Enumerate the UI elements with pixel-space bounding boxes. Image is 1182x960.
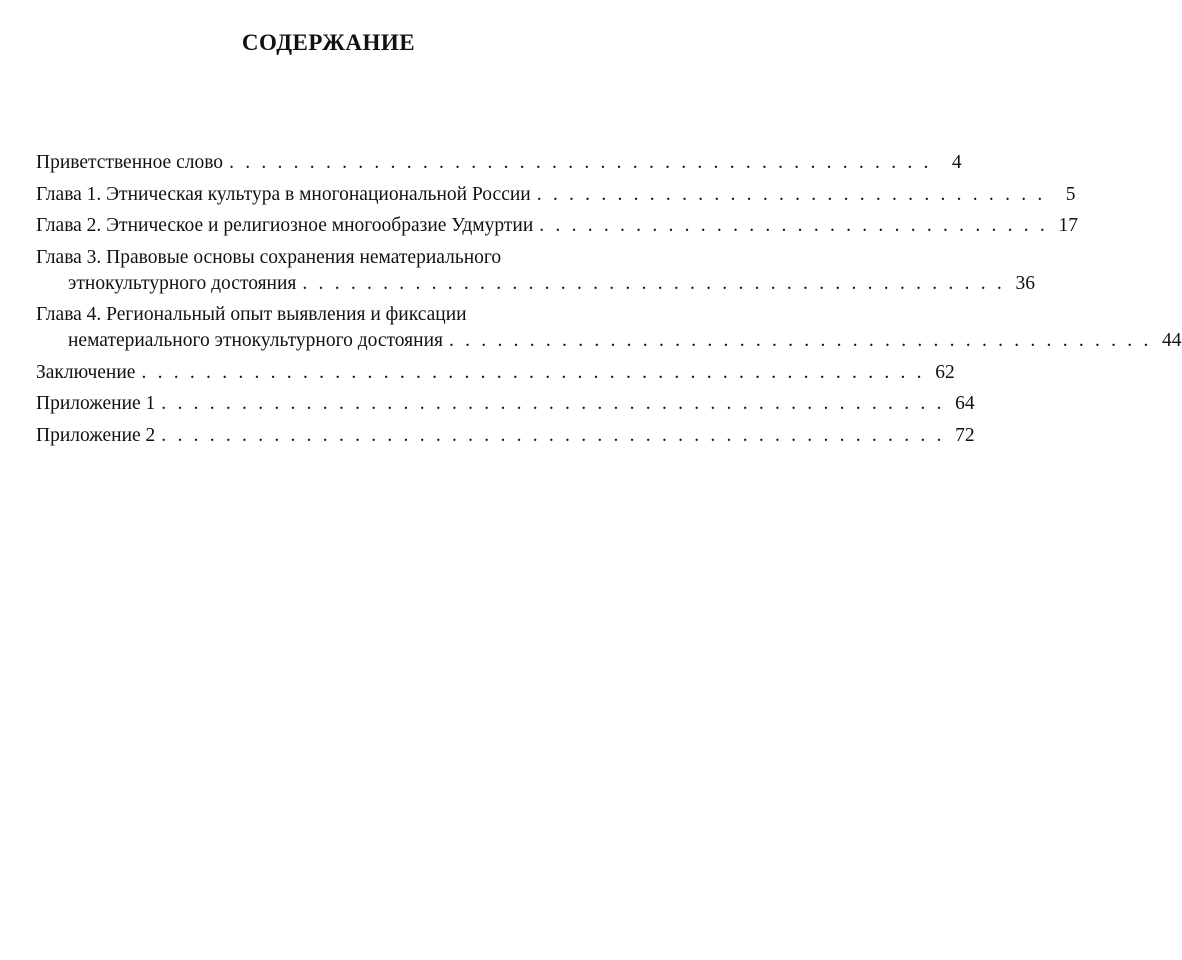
- dot-leader: . . . . . . . . . . . . . . . . . . . . . . . . . . . . . . . . . . . . . . . . . . . . . . . . .: [161, 393, 945, 414]
- toc-page-number: 44: [1162, 330, 1182, 351]
- dot-leader: . . . . . . . . . . . . . . . . . . . . . . . . . . . . . . . .: [539, 215, 1049, 236]
- toc-entry-title-block: [36, 245, 1009, 297]
- dot-leader: . . . . . . . . . . . . . . . . . . . . . . . . . . . . . . . . . . . . . . . . . . . .: [449, 330, 1152, 351]
- page-title: СОДЕРЖАНИЕ: [241, 30, 416, 55]
- table-of-contents: [36, 150, 1182, 454]
- toc-entry-appendix-2: [36, 423, 975, 449]
- toc-page-number: 17: [1058, 215, 1079, 236]
- dot-leader: . . . . . . . . . . . . . . . . . . . . . . . . . . . . . . . . . . . . . . . . . . . .: [229, 152, 932, 173]
- toc-entry-welcome: [36, 150, 962, 176]
- dot-leader: . . . . . . . . . . . . . . . . . . . . . . . . . . . . . . . .: [536, 183, 1046, 205]
- toc-page-number: 62: [935, 361, 955, 383]
- dot-leader: . . . . . . . . . . . . . . . . . . . . . . . . . . . . . . . . . . . . . . . . . . . .: [302, 272, 1005, 294]
- toc-page-number: 64: [955, 393, 975, 414]
- toc-entry-title: Глава 4. Региональный опыт выявления и фиксации: [36, 304, 467, 325]
- dot-leader: . . . . . . . . . . . . . . . . . . . . . . . . . . . . . . . . . . . . . . . . . . . . . . . . .: [141, 361, 925, 383]
- toc-page-number: 4: [951, 152, 962, 173]
- toc-entry-title-continued: нематериального этнокультурного достояния: [68, 330, 443, 351]
- toc-entry-chapter-4: [36, 302, 1182, 354]
- toc-page-number: 36: [1015, 272, 1035, 294]
- toc-page-number: 5: [1065, 183, 1076, 205]
- toc-entry-title-block: [36, 302, 1156, 354]
- dot-leader: . . . . . . . . . . . . . . . . . . . . . . . . . . . . . . . . . . . . . . . . . . . . . . . . .: [161, 424, 945, 446]
- toc-entry-title: Заключение: [36, 361, 136, 383]
- toc-entry-chapter-1: [36, 182, 1076, 208]
- toc-entry-title: Глава 3. Правовые основы сохранения нематериального: [36, 246, 502, 268]
- toc-entry-title-continued: этнокультурного достояния: [68, 272, 297, 294]
- toc-entry-appendix-1: [36, 391, 975, 417]
- toc-entry-conclusion: [36, 360, 955, 386]
- toc-entry-title: Приложение 2: [36, 424, 156, 446]
- toc-entry-title: Глава 1. Этническая культура в многонациональной России: [36, 183, 531, 205]
- toc-entry-chapter-3: [36, 245, 1035, 297]
- toc-entry-title: Приветственное слово: [36, 152, 224, 173]
- toc-entry-title: Приложение 1: [36, 393, 156, 414]
- toc-entry-title: Глава 2. Этническое и религиозное многообразие Удмуртии: [36, 215, 534, 236]
- toc-page-number: 72: [955, 424, 975, 446]
- toc-entry-chapter-2: [36, 213, 1079, 239]
